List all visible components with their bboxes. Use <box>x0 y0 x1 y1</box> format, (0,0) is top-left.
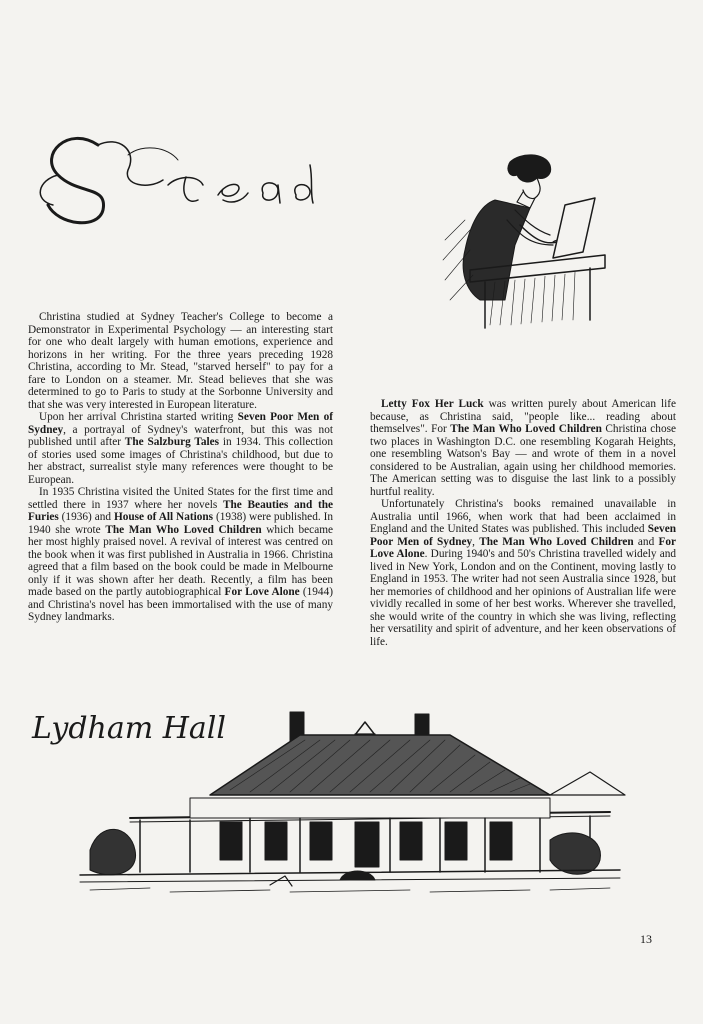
woman-writing-illustration <box>425 150 610 330</box>
book-title: The Man Who Loved Children <box>105 523 262 536</box>
book-title: Seven Poor Men of Sydney <box>370 523 676 548</box>
book-title: For Love Alone <box>224 586 300 598</box>
paragraph <box>370 498 676 648</box>
paragraph <box>28 411 333 486</box>
book-title: Seven Poor Men of Sydney <box>28 411 333 436</box>
text-run: Unfortunately Christina's books remained unavailable in Australia until 1966, when work that had been acclaimed in England and the United States was published. This included <box>370 498 676 535</box>
book-title: The Salzburg Tales <box>124 436 220 448</box>
article-column-left <box>28 311 333 624</box>
book-title: House of All Nations <box>113 511 214 523</box>
lydham-hall-title <box>28 700 258 760</box>
book-title: The Beauties and the Furies <box>28 498 334 523</box>
text-run: which became her most highly praised novel. A revival of interest was centred on the book when it was first published in Australia in 1966. Christina agreed that a film based on the book could be made in Melbourne only if it was shown after her death. Recently, a film has been made based on the partly autobiographical <box>28 523 334 598</box>
page-number: 13 <box>640 932 652 946</box>
article-column-right <box>370 398 676 648</box>
book-title: The Man Who Loved Children <box>450 423 602 435</box>
text-run: , <box>472 535 480 548</box>
text-run: (1944) and Christina's novel has been immortalised with the use of many Sydney landmarks. <box>28 586 333 623</box>
text-run: was written purely about American life because, as Christina said, "people like... reading about themselves". For <box>370 398 677 435</box>
paragraph <box>28 311 333 411</box>
text-run: . During 1940's and 50's Christina travelled widely and lived in New York, London and on the Continent, moving lastly to England in 1953. The writer had not seen Australia since 1928, but her memories of childhood and her opinions of Australian life were vividly recalled in some of her best works. Wherever she travelled, she would write of the country in which she was living, reflecting her versatility and spirit of adventure, and her keen observations of life. <box>370 548 676 648</box>
text-run: , a portrayal of Sydney's waterfront, but this was not published until after <box>28 423 333 448</box>
text-run: (1938) were published. In 1940 she wrote <box>28 511 334 536</box>
paragraph <box>370 398 676 498</box>
book-title: For Love Alone <box>370 535 677 560</box>
stead-title <box>28 125 328 235</box>
text-run: Upon her arrival Christina started writing <box>39 411 238 423</box>
text-run: and <box>633 535 659 548</box>
lydham-hall-title-text: Lydham Hall <box>32 711 226 746</box>
stead-title-text: Stead <box>28 125 31 126</box>
book-title: The Man Who Loved Children <box>479 535 634 548</box>
text-run: Christina studied at Sydney Teacher's College to become a Demonstrator in Experimental Psychology — an interesting start for one who dealt largely with human emotions, experience and horizons in her writing. For the three years preceding 1928 Christina, according to Mr. Stead, "starved herself" to pay for a fare to London on a steamer. Mr. Stead believes that she was determined to go to Paris to study at the Sorbonne University and that she was very interested in European literature. <box>28 311 333 411</box>
book-title: Letty Fox Her Luck <box>381 398 484 410</box>
text-run: in 1934. This collection of stories used some images of Christina's childhood, but due to her abstract, surrealist style many references were thought to be European. <box>28 436 333 486</box>
paragraph <box>28 486 333 624</box>
text-run: In 1935 Christina visited the United States for the first time and settled there in 1937 where her novels <box>28 486 333 511</box>
text-run: (1936) and <box>58 511 114 523</box>
text-run: Christina chose two places in Washington D.C. one resembling Kogarah Heights, one resembling Watson's Bay — and wrote of them in a novel considered to be Australian, again using her childhood memories. The American setting was to disguise the last link to a possibly hurtful reality. <box>370 423 677 498</box>
